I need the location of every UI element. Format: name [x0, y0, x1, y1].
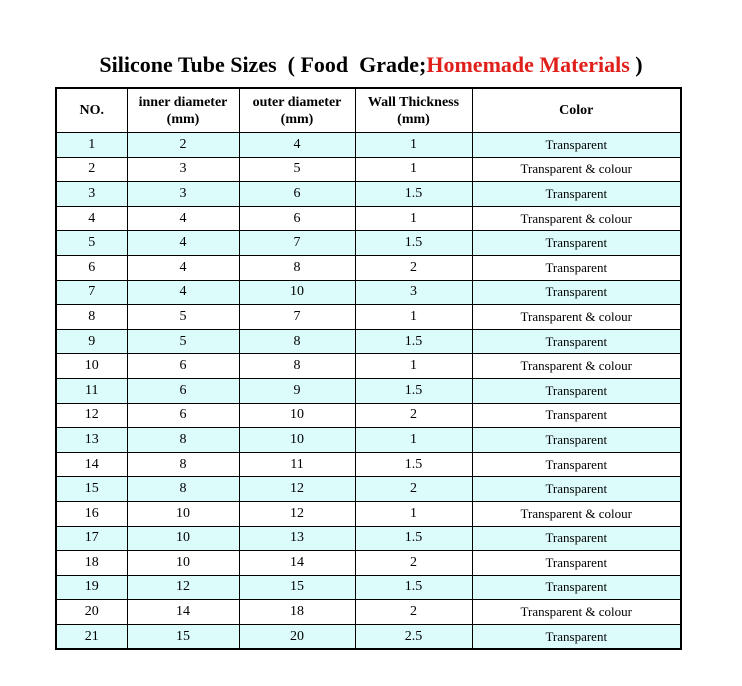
cell-no: 9: [56, 329, 127, 354]
cell-no: 20: [56, 600, 127, 625]
cell-inner-diameter: 10: [127, 501, 239, 526]
cell-inner-diameter: 6: [127, 403, 239, 428]
cell-wall-thickness: 1: [355, 354, 472, 379]
cell-outer-diameter: 4: [239, 133, 355, 158]
cell-inner-diameter: 15: [127, 624, 239, 649]
cell-inner-diameter: 8: [127, 452, 239, 477]
cell-outer-diameter: 8: [239, 329, 355, 354]
cell-no: 16: [56, 501, 127, 526]
cell-outer-diameter: 20: [239, 624, 355, 649]
cell-inner-diameter: 5: [127, 305, 239, 330]
title-suffix: ): [629, 52, 643, 77]
cell-outer-diameter: 8: [239, 255, 355, 280]
cell-wall-thickness: 1: [355, 157, 472, 182]
cell-outer-diameter: 15: [239, 575, 355, 600]
cell-wall-thickness: 2: [355, 255, 472, 280]
cell-outer-diameter: 7: [239, 305, 355, 330]
cell-no: 5: [56, 231, 127, 256]
cell-outer-diameter: 9: [239, 378, 355, 403]
cell-wall-thickness: 1: [355, 206, 472, 231]
header-color: Color: [472, 88, 681, 133]
table-row: [56, 206, 681, 231]
cell-no: 14: [56, 452, 127, 477]
cell-inner-diameter: 5: [127, 329, 239, 354]
cell-inner-diameter: 10: [127, 551, 239, 576]
table-row: [56, 501, 681, 526]
title-text: Silicone Tube Sizes ( Food Grade;: [99, 52, 427, 77]
tube-sizes-table: [55, 87, 682, 650]
cell-no: 7: [56, 280, 127, 305]
cell-inner-diameter: 8: [127, 477, 239, 502]
cell-outer-diameter: 6: [239, 182, 355, 207]
table-row: [56, 133, 681, 158]
cell-no: 4: [56, 206, 127, 231]
cell-outer-diameter: 13: [239, 526, 355, 551]
cell-inner-diameter: 4: [127, 231, 239, 256]
cell-outer-diameter: 12: [239, 477, 355, 502]
table-row: [56, 600, 681, 625]
cell-color: Transparent: [472, 378, 681, 403]
cell-no: 17: [56, 526, 127, 551]
table-row: [56, 428, 681, 453]
cell-outer-diameter: 14: [239, 551, 355, 576]
table-row: [56, 403, 681, 428]
cell-no: 15: [56, 477, 127, 502]
cell-color: Transparent: [472, 452, 681, 477]
table-row: [56, 280, 681, 305]
cell-inner-diameter: 4: [127, 280, 239, 305]
cell-color: Transparent & colour: [472, 157, 681, 182]
cell-color: Transparent: [472, 403, 681, 428]
cell-outer-diameter: 10: [239, 403, 355, 428]
cell-wall-thickness: 1.5: [355, 231, 472, 256]
cell-no: 6: [56, 255, 127, 280]
cell-inner-diameter: 4: [127, 255, 239, 280]
cell-wall-thickness: 2: [355, 600, 472, 625]
cell-wall-thickness: 2: [355, 403, 472, 428]
cell-color: Transparent: [472, 526, 681, 551]
cell-wall-thickness: 1: [355, 428, 472, 453]
cell-no: 1: [56, 133, 127, 158]
cell-outer-diameter: 12: [239, 501, 355, 526]
cell-wall-thickness: 1.5: [355, 526, 472, 551]
cell-inner-diameter: 4: [127, 206, 239, 231]
cell-wall-thickness: 1: [355, 133, 472, 158]
cell-no: 2: [56, 157, 127, 182]
table-row: [56, 157, 681, 182]
header-wall-thickness: Wall Thickness (mm): [355, 88, 472, 133]
table-row: [56, 526, 681, 551]
cell-wall-thickness: 1: [355, 305, 472, 330]
cell-color: Transparent & colour: [472, 501, 681, 526]
table-row: [56, 378, 681, 403]
cell-inner-diameter: 3: [127, 182, 239, 207]
cell-color: Transparent: [472, 255, 681, 280]
cell-wall-thickness: 1.5: [355, 378, 472, 403]
cell-wall-thickness: 1.5: [355, 182, 472, 207]
cell-outer-diameter: 10: [239, 280, 355, 305]
table-row: [56, 354, 681, 379]
cell-color: Transparent: [472, 428, 681, 453]
cell-wall-thickness: 1: [355, 501, 472, 526]
cell-inner-diameter: 6: [127, 378, 239, 403]
table-row: [56, 477, 681, 502]
cell-color: Transparent: [472, 551, 681, 576]
cell-inner-diameter: 6: [127, 354, 239, 379]
cell-outer-diameter: 5: [239, 157, 355, 182]
cell-no: 8: [56, 305, 127, 330]
cell-wall-thickness: 2: [355, 551, 472, 576]
cell-no: 18: [56, 551, 127, 576]
table-row: [56, 182, 681, 207]
table-row: [56, 551, 681, 576]
cell-inner-diameter: 12: [127, 575, 239, 600]
cell-color: Transparent: [472, 329, 681, 354]
table-row: [56, 624, 681, 649]
cell-no: 10: [56, 354, 127, 379]
table-row: [56, 231, 681, 256]
cell-color: Transparent: [472, 182, 681, 207]
cell-no: 21: [56, 624, 127, 649]
cell-wall-thickness: 1.5: [355, 329, 472, 354]
cell-wall-thickness: 3: [355, 280, 472, 305]
cell-inner-diameter: 8: [127, 428, 239, 453]
cell-color: Transparent & colour: [472, 354, 681, 379]
cell-wall-thickness: 1.5: [355, 452, 472, 477]
cell-wall-thickness: 2.5: [355, 624, 472, 649]
cell-inner-diameter: 3: [127, 157, 239, 182]
cell-wall-thickness: 1.5: [355, 575, 472, 600]
cell-color: Transparent: [472, 575, 681, 600]
cell-inner-diameter: 2: [127, 133, 239, 158]
cell-outer-diameter: 8: [239, 354, 355, 379]
cell-outer-diameter: 11: [239, 452, 355, 477]
cell-no: 11: [56, 378, 127, 403]
cell-color: Transparent: [472, 280, 681, 305]
cell-color: Transparent: [472, 477, 681, 502]
cell-color: Transparent & colour: [472, 206, 681, 231]
table-row: [56, 305, 681, 330]
page-title: [0, 50, 742, 80]
cell-no: 3: [56, 182, 127, 207]
cell-color: Transparent & colour: [472, 600, 681, 625]
table-row: [56, 575, 681, 600]
table-row: [56, 329, 681, 354]
cell-inner-diameter: 14: [127, 600, 239, 625]
cell-color: Transparent: [472, 624, 681, 649]
cell-no: 19: [56, 575, 127, 600]
cell-outer-diameter: 18: [239, 600, 355, 625]
header-inner-diameter: inner diameter (mm): [127, 88, 239, 133]
cell-no: 13: [56, 428, 127, 453]
header-outer-diameter: outer diameter (mm): [239, 88, 355, 133]
cell-inner-diameter: 10: [127, 526, 239, 551]
table-header: [56, 88, 681, 133]
header-no: NO.: [56, 88, 127, 133]
table-row: [56, 255, 681, 280]
cell-outer-diameter: 10: [239, 428, 355, 453]
table-row: [56, 452, 681, 477]
title-highlight: Homemade Materials: [426, 52, 630, 77]
header-row: [56, 88, 681, 133]
cell-wall-thickness: 2: [355, 477, 472, 502]
cell-outer-diameter: 7: [239, 231, 355, 256]
cell-color: Transparent: [472, 231, 681, 256]
cell-outer-diameter: 6: [239, 206, 355, 231]
table-body: [56, 133, 681, 650]
cell-color: Transparent: [472, 133, 681, 158]
cell-color: Transparent & colour: [472, 305, 681, 330]
cell-no: 12: [56, 403, 127, 428]
